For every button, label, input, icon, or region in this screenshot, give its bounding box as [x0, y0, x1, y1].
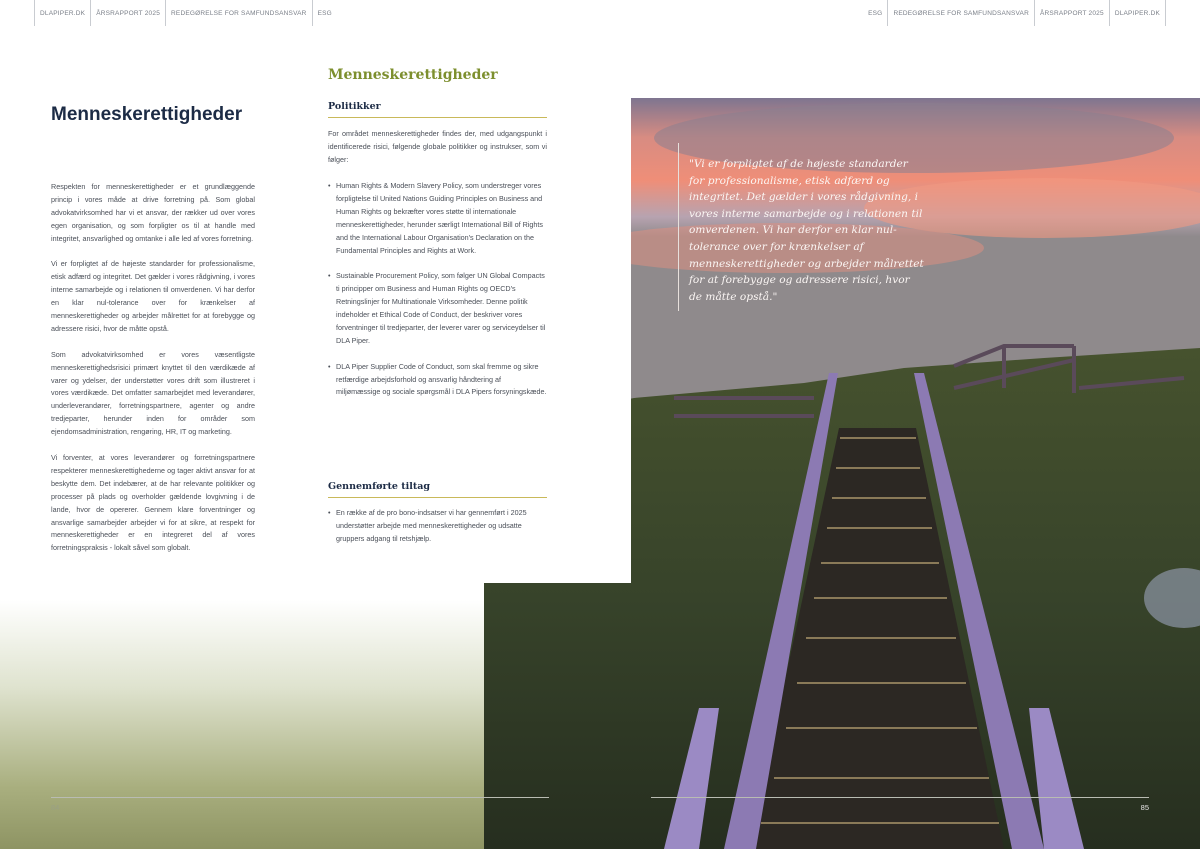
footer-rule-right: [651, 797, 1149, 798]
header-link-esg[interactable]: ESG: [312, 0, 337, 26]
page-title: Menneskerettigheder: [51, 104, 243, 125]
header-link-esg[interactable]: ESG: [863, 0, 888, 26]
paragraph: Som advokatvirksomhed er vores væsentligste menneskerettighedsrisici primært knyttet til den værdikæde af varer og ydelser, der understøtter vores drift som illustreret i vores værdikæde. Det omfatter samarbejdet med leverandører, underleverandører, forretningspartnere, agenter og andre tredjeparter, herunder inden for områder som ejendomsadministration, rengøring, HR, IT og marketing.: [51, 349, 255, 437]
pull-quote: "Vi er forpligtet af de højeste standarder for professionalisme, etisk adfærd og integritet. Det gælder i vores rådgivning, i vores interne samarbejde og i relationen til omverdenen. Vi har derfor en klar nul-tolerance over for krænkelser af menneskerettigheder og arbejder målrettet for at forebygge og adressere risici, hvor de måtte opstå.": [678, 143, 924, 311]
footer-rule-left: [51, 797, 549, 798]
header-link-report[interactable]: ÅRSRAPPORT 2025: [1035, 0, 1110, 26]
intro-text: [51, 181, 255, 568]
header-link-report[interactable]: ÅRSRAPPORT 2025: [90, 0, 165, 26]
list-item: • En række af de pro bono-indsatser vi har gennemført i 2025 understøtter arbejde med menneskerettigheder og udsatte gruppers adgang til retshjælp.: [328, 507, 547, 546]
page-number-left: 84: [51, 803, 60, 812]
list-item: • DLA Piper Supplier Code of Conduct, som skal fremme og sikre retfærdige arbejdsforhold og ansvarlig håndtering af miljømæssige og sociale spørgsmål i DLA Pipers forsyningskæde.: [328, 361, 547, 400]
tiltag-heading: Gennemførte tiltag: [328, 481, 547, 498]
policy-list: [328, 180, 547, 412]
page-number-right: 85: [1140, 803, 1149, 812]
politikker-intro: For området menneskerettigheder findes der, med udgangspunkt i identificerede risici, følgende globale politikker og instrukser, som vi følger:: [328, 129, 547, 164]
politikker-heading: Politikker: [328, 101, 547, 118]
paragraph: Vi er forpligtet af de højeste standarder for professionalisme, etisk adfærd og integritet. Det gælder i vores rådgivning, i vores interne samarbejde og i relationen til omverdenen. Vi har derfor en klar nul-tolerance over for krænkelser af menneskerettigheder og arbejder målrettet for at forebygge og adressere risici, hvor de måtte opstå.: [51, 259, 255, 333]
header-link-site[interactable]: DLAPIPER.DK: [1110, 0, 1166, 26]
header-left-nav: [34, 0, 337, 26]
header-link-site[interactable]: DLAPIPER.DK: [34, 0, 90, 26]
header-link-csr[interactable]: REDEGØRELSE FOR SAMFUNDSANSVAR: [888, 0, 1035, 26]
paragraph: Respekten for menneskerettigheder er et grundlæggende princip i vores måde at drive forretning på. Som global advokatvirksomhed har vi et ansvar, der rækker ud over vores egen organisation, og som forpligter os til at handle med integritet, ansvarlighed og omtanke i alle led af vores forretning.: [51, 182, 255, 243]
paragraph: Vi forventer, at vores leverandører og forretningspartnere respekterer menneskerettighederne og tager aktivt ansvar for at beskytte dem. Det indebærer, at de har relevante politikker og processer på plads og overholder gældende lovgivning i de lande, hvor de opererer. Gennem klare forventninger og ansvarlige samarbejder arbejder vi for at sikre, at respekt for menneskerettigheder er en integreret del af vores forretningspraksis - lokalt såvel som globalt.: [51, 452, 255, 553]
list-item: • Sustainable Procurement Policy, som følger UN Global Compacts ti principper om Business and Human Rights og OECD's Retningslinjer for Multinationale Virksomheder. Denne politik indeholder et Ethical Code of Conduct, der beskriver vores forventninger til tredjeparter, der leverer varer og serviceydelser til DLA Piper.: [328, 270, 547, 347]
section-heading: Menneskerettigheder: [328, 67, 498, 83]
header-right-nav: [863, 0, 1166, 26]
header-link-csr[interactable]: REDEGØRELSE FOR SAMFUNDSANSVAR: [165, 0, 312, 26]
list-item: • Human Rights & Modern Slavery Policy, som understreger vores forpligtelse til United Nations Guiding Principles on Business and Human Rights og bekræfter vores støtte til internationale menneskerettigheder, herunder særligt International Bill of Rights and the International Labour Organisation's Declaration on the Fundamental Principles and Rights at Work.: [328, 180, 547, 257]
tiltag-list: [328, 507, 547, 559]
